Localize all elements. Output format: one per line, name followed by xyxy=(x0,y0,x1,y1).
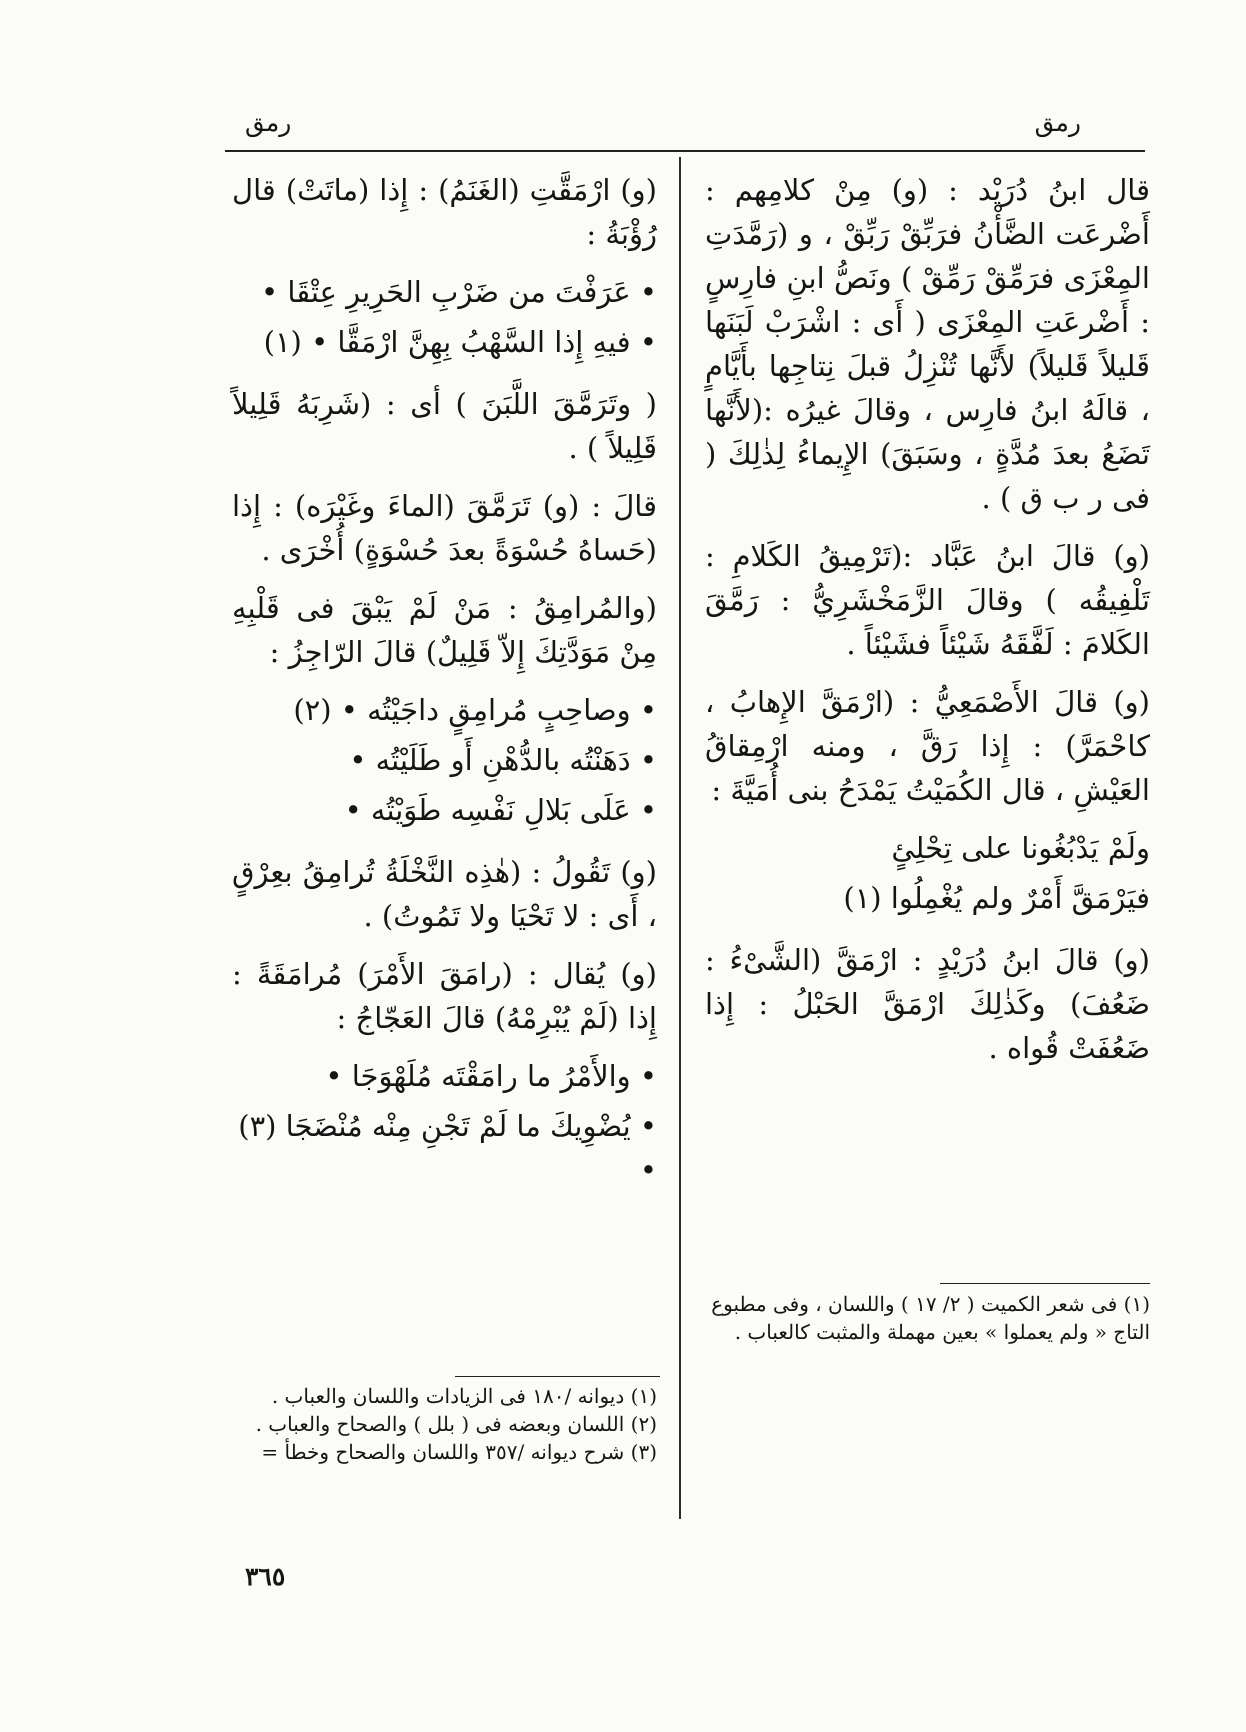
right-column xyxy=(705,168,1150,1084)
paragraph: (و) تَقُولُ : (هٰذِه النَّخْلَةُ تُرامِقُ بعِرْقٍ ، أَى : لا تَحْيَا ولا تَمُوتُ) . xyxy=(232,855,657,933)
paragraph: (و) قالَ ابنُ عَبَّاد :(تَرْمِيقُ الكَلامِ : تَلْفِيقُه ) وقالَ الزَّمَخْشَرِيُّ : رَمَّقَ الكَلامَ : لَفَّقَهُ شَيْئاً فشَيْئاً . xyxy=(705,539,1150,661)
footnote-rule-right xyxy=(940,1283,1150,1284)
footnote: (٢) اللسان وبعضه فى ( بلل ) والصحاح والعباب . xyxy=(255,1412,657,1436)
verse-line: ولَمْ يَدْبُغُونا على تِحْلِئٍ xyxy=(891,831,1150,865)
column-divider xyxy=(679,157,681,1519)
verse-line: • دَهَنْتُه بالدُّهْنِ أَو طَلَيْتُه • xyxy=(349,743,657,777)
paragraph: ( وتَرَمَّقَ اللَّبَنَ ) أى : (شَرِبَهُ قَلِيلاً قَلِيلاً ) . xyxy=(232,387,657,465)
paragraph: (و) ارْمَقَّتِ (الغَنَمُ) : إِذا (ماتَتْ) قال رُؤْبَةُ : xyxy=(232,173,657,251)
footnote: (٣) شرح ديوانه /٣٥٧ واللسان والصحاح وخطأ = xyxy=(261,1440,657,1464)
paragraph: (و) يُقال : (رامَقَ الأَمْرَ) مُرامَقَةً : إِذا (لَمْ يُبْرِمْهُ) قالَ العَجّاجُ : xyxy=(232,957,657,1035)
header-rule xyxy=(225,150,1145,152)
verse-line: فيَرْمَقَّ أَمْرٌ ولم يُغْمِلُوا (١) xyxy=(843,881,1150,915)
paragraph: قال ابنُ دُرَيْد : (و) مِنْ كلامِهم : أَضْرعَت الضَّأْنُ فرَبِّقْ رَبِّقْ ، و (رَمَّدَتِ المِعْزَى فرَمِّقْ رَمِّقْ ) ونَصُّ ابنِ فارِسٍ : أَضْرعَتِ المِعْزَى ( أَى : اشْرَبْ لَبَنَها قَليلاً قَليلاً) لأَنَّها تُنْزِلُ قبلَ نِتاجِها بأَيَّامٍ ، قالَهُ ابنُ فارِس ، وقالَ غيرُه :(لأَنَّها تَضَعُ بعدَ مُدَّةٍ ، وسَبَقَ) الإِيماءُ لِذٰلِكَ ( فى ر ب ق ) . xyxy=(705,173,1150,515)
running-header-left: رمق xyxy=(245,108,292,137)
verse-line: • فيهِ إِذا السَّهْبُ بِهِنَّ ارْمَقَّا • (١) xyxy=(263,325,657,359)
footnote: (١) ديوانه /١٨٠ فى الزيادات واللسان والعباب . xyxy=(271,1384,657,1408)
footnotes-right xyxy=(705,1290,1150,1346)
paragraph: (و) قالَ الأَصْمَعِيُّ : (ارْمَقَّ الإِهابُ ، كاحْمَرَّ) : إِذا رَقَّ ، ومنه ارْمِقاقُ العَيْشِ ، قال الكُمَيْتُ يَمْدَحُ بنى أُمَيَّةَ : xyxy=(705,685,1150,807)
footnote-rule-left xyxy=(455,1376,660,1377)
left-column xyxy=(232,168,657,1198)
paragraph: (و) قالَ ابنُ دُرَيْدٍ : ارْمَقَّ (الشَّىْءُ : ضَعُفَ) وكَذٰلِكَ ارْمَقَّ الحَبْلُ : إِذا ضَعُفَتْ قُواه . xyxy=(705,943,1150,1065)
page-number: ٣٦٥ xyxy=(245,1562,286,1591)
verse-line: • وصاحِبٍ مُرامِقٍ داجَيْتُه • (٢) xyxy=(293,693,657,727)
footnotes-left xyxy=(232,1382,657,1466)
verse-line: • عَلَى بَلالِ نَفْسِه طَوَيْتُه • xyxy=(344,793,657,827)
paragraph: قالَ : (و) تَرَمَّقَ (الماءَ وغَيْرَه) : إِذا (حَساهُ حُسْوَةً بعدَ حُسْوَةٍ) أُخْرَى . xyxy=(232,489,657,567)
paragraph: (والمُرامِقُ : مَنْ لَمْ يَبْقَ فى قَلْبِهِ مِنْ مَوَدَّتِكَ إِلاّ قَلِيلٌ) قالَ الرّاجِزُ : xyxy=(232,591,657,669)
footnote: (١) فى شعر الكميت ( ٢/ ١٧ ) واللسان ، وفى مطبوع التاج « ولم يعملوا » بعين مهملة والمثبت كالعباب . xyxy=(711,1292,1150,1344)
verse-line: • والأَمْرُ ما رامَقْتَه مُلَهْوَجَا • xyxy=(325,1059,657,1093)
verse-line: • عَرَفْتَ من ضَرْبِ الحَرِيرِ عِتْقَا • xyxy=(261,275,657,309)
running-header-right: رمق xyxy=(1034,108,1081,137)
verse-line: • يُضْوِيكَ ما لَمْ تَجْنِ مِنْه مُنْضَجَا (٣) • xyxy=(238,1109,657,1187)
